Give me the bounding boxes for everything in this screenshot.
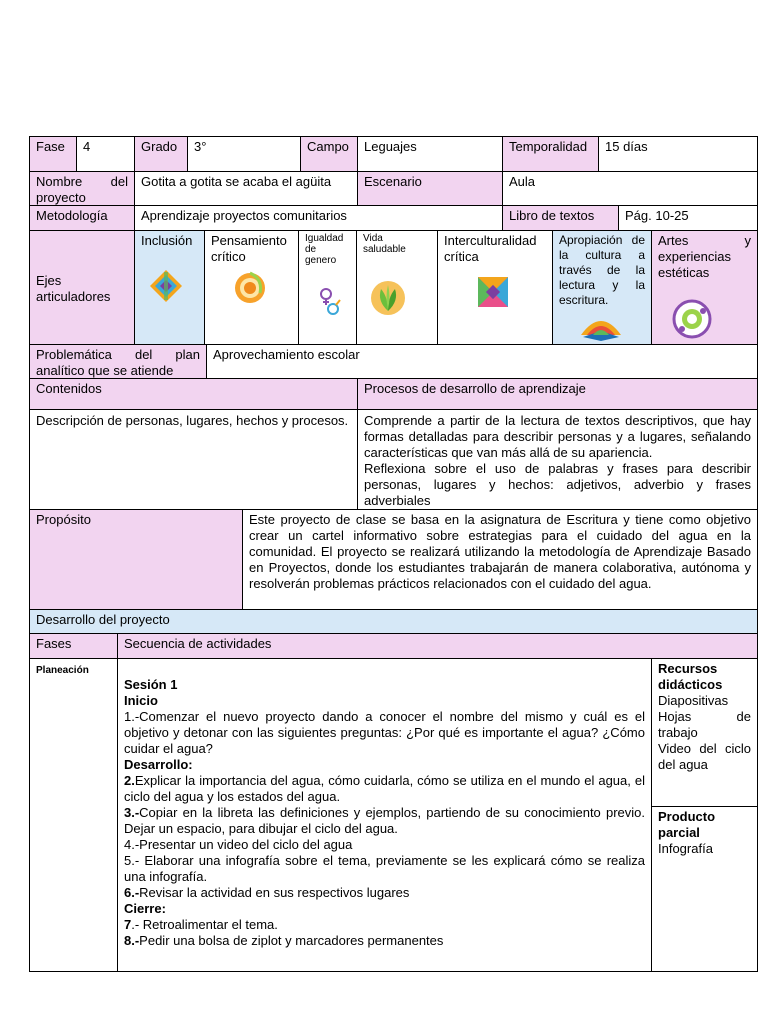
- ejes-label-cell: [29, 230, 135, 345]
- metodologia-value-cell: [134, 205, 503, 231]
- nombre-label-cell: [29, 171, 135, 206]
- secuencia-label-cell: [117, 633, 758, 659]
- proposito-text: Este proyecto de clase se basa en la asignatura de Escritura y tiene como objetivo crear un cartel informativo sobre estrategias para el cuidado del agua en la comunidad. El proyecto se realizará utilizando la metodología de Aprendizaje Basado en Proyectos, donde los estudiantes trabajarán de manera colaborativa, autónoma y resolverán problemas prácticos relacionados con el cuidado del agua.: [249, 512, 751, 591]
- actividad-3-text: Copiar en la libreta las definiciones y ejemplos, partiendo de su conocimiento previo. Dejar un espacio, para dibujar el ciclo del agua.: [124, 805, 645, 836]
- actividad-2-num: 2.: [124, 773, 135, 788]
- igualdad-genero-icon: [319, 287, 341, 319]
- secuencia-label: Secuencia de actividades: [124, 636, 272, 651]
- temporalidad-value-cell: [598, 136, 758, 172]
- fases-label: Fases: [36, 636, 72, 651]
- nombre-label-2: del: [110, 174, 128, 189]
- eje-interculturalidad-cell: [437, 230, 553, 345]
- actividad-7: [124, 917, 645, 933]
- metodologia-label-cell: [29, 205, 135, 231]
- proposito-label: Propósito: [36, 512, 91, 527]
- libro-value: Pág. 10-25: [625, 208, 689, 223]
- planeacion-label: Planeación: [36, 665, 89, 676]
- nombre-value-cell: [134, 171, 358, 206]
- eje-pensamiento-label-1: Pensamiento: [211, 233, 287, 248]
- eje-apropiacion-label: Apropiación de la cultura a través de la lectura y la escritura.: [559, 233, 645, 307]
- proposito-label-cell: [29, 509, 243, 610]
- recurso-item: Video del ciclo del agua: [658, 741, 751, 772]
- eje-inclusion-label: Inclusión: [141, 233, 193, 248]
- artes-experiencias-icon: [672, 299, 712, 339]
- actividad-6-num: 6.-: [124, 885, 140, 900]
- eje-apropiacion-cell: [552, 230, 652, 345]
- fase-value: 4: [83, 139, 91, 154]
- actividad-8-num: 8.-: [124, 933, 140, 948]
- libro-value-cell: [618, 205, 758, 231]
- eje-interculturalidad-label: Interculturalidad crítica: [444, 233, 537, 264]
- descripcion-cell: [29, 409, 358, 510]
- eje-igualdad-label-1: Igualdad: [305, 233, 344, 244]
- libro-label: Libro de textos: [509, 208, 595, 223]
- actividad-5: 5.- Elaborar una infografía sobre el tema, previamente se les explicará cómo se realiza una infografía.: [124, 853, 645, 884]
- fases-label-cell: [29, 633, 118, 659]
- pda-text-1: Comprende a partir de la lectura de textos descriptivos, que hay formas detalladas para describir personas y a lugares, señalando características que van más allá de su apariencia.: [364, 413, 751, 460]
- actividad-4: 4.-Presentar un video del ciclo del agua: [124, 837, 353, 852]
- nombre-value: Gotita a gotita se acaba el agüita: [141, 174, 332, 189]
- grado-label: Grado: [141, 139, 178, 154]
- eje-igualdad-label-3: genero: [305, 255, 337, 266]
- eje-igualdad-cell: [298, 230, 357, 345]
- actividad-7-num: 7: [124, 917, 132, 932]
- eje-artes-cell: [651, 230, 758, 345]
- ejes-label-2: articuladores: [36, 289, 111, 304]
- actividad-7-text: .- Retroalimentar el tema.: [131, 917, 278, 932]
- actividad-8-text: Pedir una bolsa de ziplot y marcadores permanentes: [139, 933, 444, 948]
- eje-igualdad-label-2: de: [305, 244, 317, 255]
- actividad-1: 1.-Comenzar el nuevo proyecto dando a conocer el nombre del mismo y cuál es el objetivo y detonar con las siguientes preguntas: ¿Por qué es importante el agua? ¿Cómo cuidar el agua?: [124, 709, 645, 756]
- descripcion-text: Descripción de personas, lugares, hechos y procesos.: [36, 413, 349, 428]
- grado-label-cell: [134, 136, 188, 172]
- eje-vida-label-1: Vida: [363, 233, 383, 244]
- planeacion-cell: [29, 658, 118, 972]
- eje-vida-label-2: saludable: [363, 244, 406, 255]
- inicio-title: Inicio: [124, 693, 158, 708]
- vida-saludable-icon: [369, 279, 407, 317]
- cierre-title: Cierre:: [124, 901, 166, 916]
- eje-inclusion-cell: [134, 230, 205, 345]
- metodologia-label: Metodología: [36, 208, 108, 223]
- desarrollo-label: Desarrollo del proyecto: [36, 612, 170, 627]
- eje-pensamiento-cell: [204, 230, 299, 345]
- actividad-2: [124, 773, 645, 805]
- problematica-value: Aprovechamiento escolar: [213, 347, 360, 362]
- temporalidad-label-cell: [502, 136, 599, 172]
- actividad-2-text: Explicar la importancia del agua, cómo cuidarla, cómo se utiliza en el mundo el agua, el ciclo del agua y los estados del agua.: [124, 773, 645, 804]
- grado-value: 3°: [194, 139, 207, 154]
- campo-label: Campo: [307, 139, 349, 154]
- campo-value: Leguajes: [364, 139, 417, 154]
- proposito-text-cell: [242, 509, 758, 610]
- problematica-label: Problemática del plan analítico que se atiende: [36, 347, 200, 378]
- desarrollo-label-cell: [29, 609, 758, 634]
- fase-label-cell: [29, 136, 77, 172]
- recurso-item: Hojas de trabajo: [658, 709, 751, 740]
- producto-title: Producto parcial: [658, 809, 716, 840]
- recursos-title: Recursos didácticos: [658, 661, 723, 692]
- producto-value: Infografía: [658, 841, 713, 856]
- escenario-value: Aula: [509, 174, 536, 189]
- escenario-label-cell: [357, 171, 503, 206]
- desarrollo-title: Desarrollo:: [124, 757, 193, 772]
- ejes-label-1: Ejes: [36, 273, 62, 288]
- actividad-6-text: Revisar la actividad en sus respectivos lugares: [139, 885, 410, 900]
- producto-cell: [651, 806, 758, 972]
- pensamiento-critico-icon: [233, 271, 267, 305]
- actividades-cell: [117, 658, 652, 972]
- fase-value-cell: [76, 136, 135, 172]
- pda-cell: [357, 409, 758, 510]
- libro-label-cell: [502, 205, 619, 231]
- metodologia-value: Aprendizaje proyectos comunitarios: [141, 208, 347, 223]
- nombre-label-3: proyecto: [36, 190, 86, 205]
- escenario-label: Escenario: [364, 174, 422, 189]
- procesos-label: Procesos de desarrollo de aprendizaje: [364, 381, 586, 396]
- actividad-3: [124, 805, 645, 837]
- eje-vida-cell: [356, 230, 438, 345]
- actividad-3-num: 3.-: [124, 805, 140, 820]
- nombre-label-1: Nombre: [36, 174, 83, 189]
- pda-text-2: Reflexiona sobre el uso de palabras y frases para describir personas, lugares y hechos: adjetivos, adverbio y frases adverbiales: [364, 461, 751, 508]
- grado-value-cell: [187, 136, 301, 172]
- interculturalidad-icon: [476, 275, 510, 309]
- fase-label: Fase: [36, 139, 65, 154]
- sesion-title: Sesión 1: [124, 677, 178, 692]
- temporalidad-value: 15 días: [605, 139, 648, 154]
- problematica-value-cell: [206, 344, 758, 379]
- eje-pensamiento-label-2: crítico: [211, 249, 246, 264]
- actividad-6: [124, 885, 645, 901]
- problematica-label-cell: [29, 344, 207, 379]
- temporalidad-label: Temporalidad: [509, 139, 588, 154]
- campo-value-cell: [357, 136, 503, 172]
- eje-artes-label: Artes y experiencias estéticas: [658, 233, 751, 280]
- actividad-8: [124, 933, 645, 949]
- contenidos-label-cell: [29, 378, 358, 410]
- campo-label-cell: [300, 136, 358, 172]
- apropiacion-cultura-icon: [579, 311, 623, 341]
- recursos-cell: [651, 658, 758, 807]
- escenario-value-cell: [502, 171, 758, 206]
- recurso-item: Diapositivas: [658, 693, 729, 708]
- procesos-label-cell: [357, 378, 758, 410]
- contenidos-label: Contenidos: [36, 381, 102, 396]
- inclusion-icon: [149, 269, 183, 303]
